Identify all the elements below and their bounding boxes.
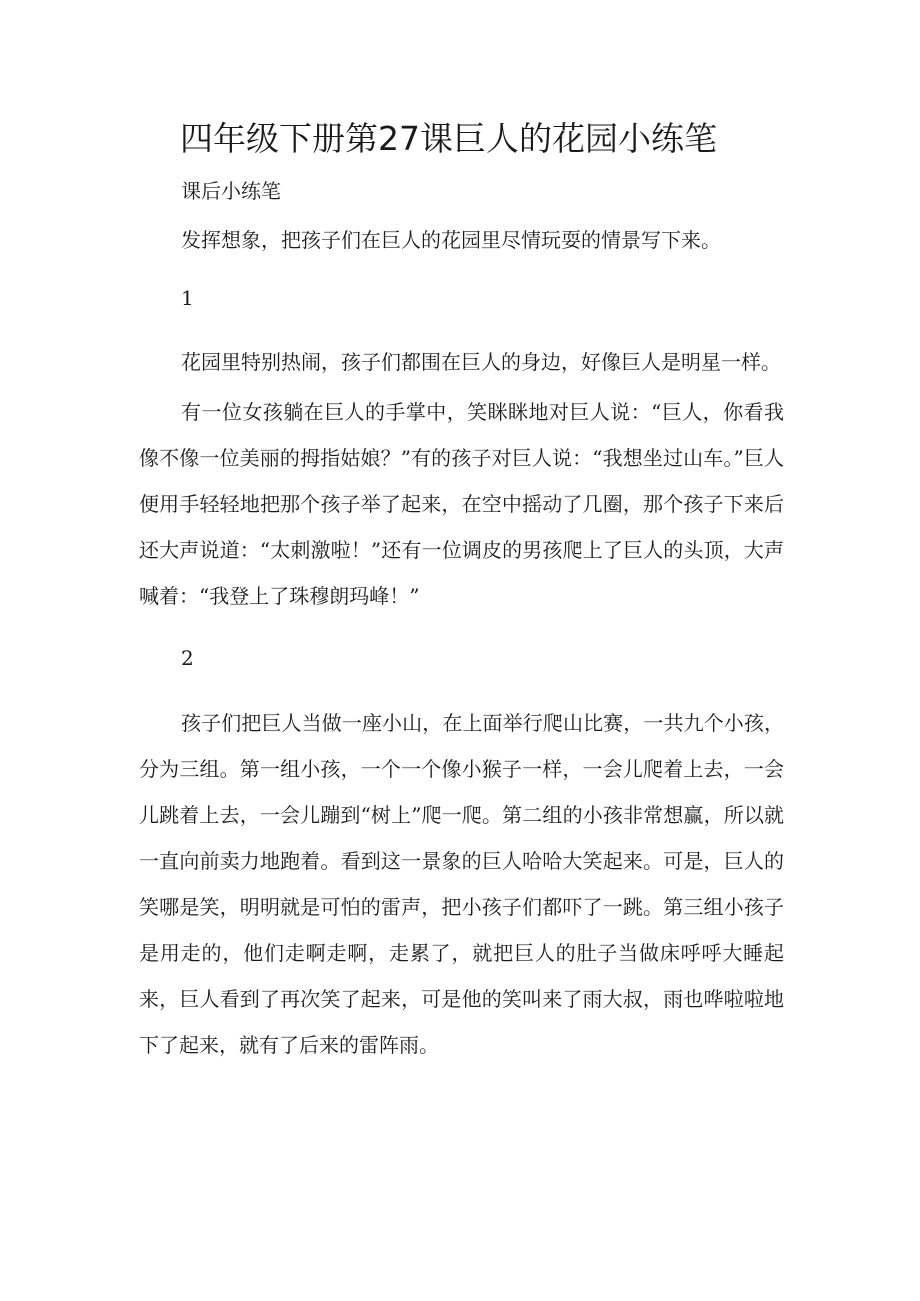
section-1-paragraph-1: 花园里特别热闹，孩子们都围在巨人的身边，好像巨人是明星一样。: [181, 350, 781, 374]
section-2-number: 2: [181, 646, 194, 670]
section-2-paragraph-1: 孩子们把巨人当做一座小山，在上面举行爬山比赛，一共九个小孩，分为三组。第一组小孩，一个一个像小猴子一样，一会儿爬着上去，一会儿跳着上去，一会儿蹦到“树上”爬一爬。第二组的小孩非常想赢，所以就一直向前卖力地跑着。看到这一景象的巨人哈哈大笑起来。可是，巨人的笑哪是笑，明明就是可怕的雷声，把小孩子们都吓了一跳。第三组小孩子是用走的，他们走啊走啊，走累了，就把巨人的肚子当做床呼呼大睡起来，巨人看到了再次笑了起来，可是他的笑叫来了雨大叔，雨也哗啦啦地下了起来，就有了后来的雷阵雨。: [139, 711, 784, 1057]
document-title: 四年级下册第27课巨人的花园小练笔: [180, 119, 717, 158]
document-subtitle: 课后小练笔: [181, 179, 281, 203]
section-1-paragraph-2: 有一位女孩躺在巨人的手掌中，笑眯眯地对巨人说：“巨人，你看我像不像一位美丽的拇指姑娘？”有的孩子对巨人说：“我想坐过山车。”巨人便用手轻轻地把那个孩子举了起来，在空中摇动了几圈，那个孩子下来后还大声说道：“太刺激啦！”还有一位调皮的男孩爬上了巨人的头顶，大声喊着：“我登上了珠穆朗玛峰！”: [139, 400, 784, 608]
section-1-number: 1: [181, 286, 194, 310]
writing-prompt: 发挥想象，把孩子们在巨人的花园里尽情玩耍的情景写下来。: [181, 228, 721, 252]
